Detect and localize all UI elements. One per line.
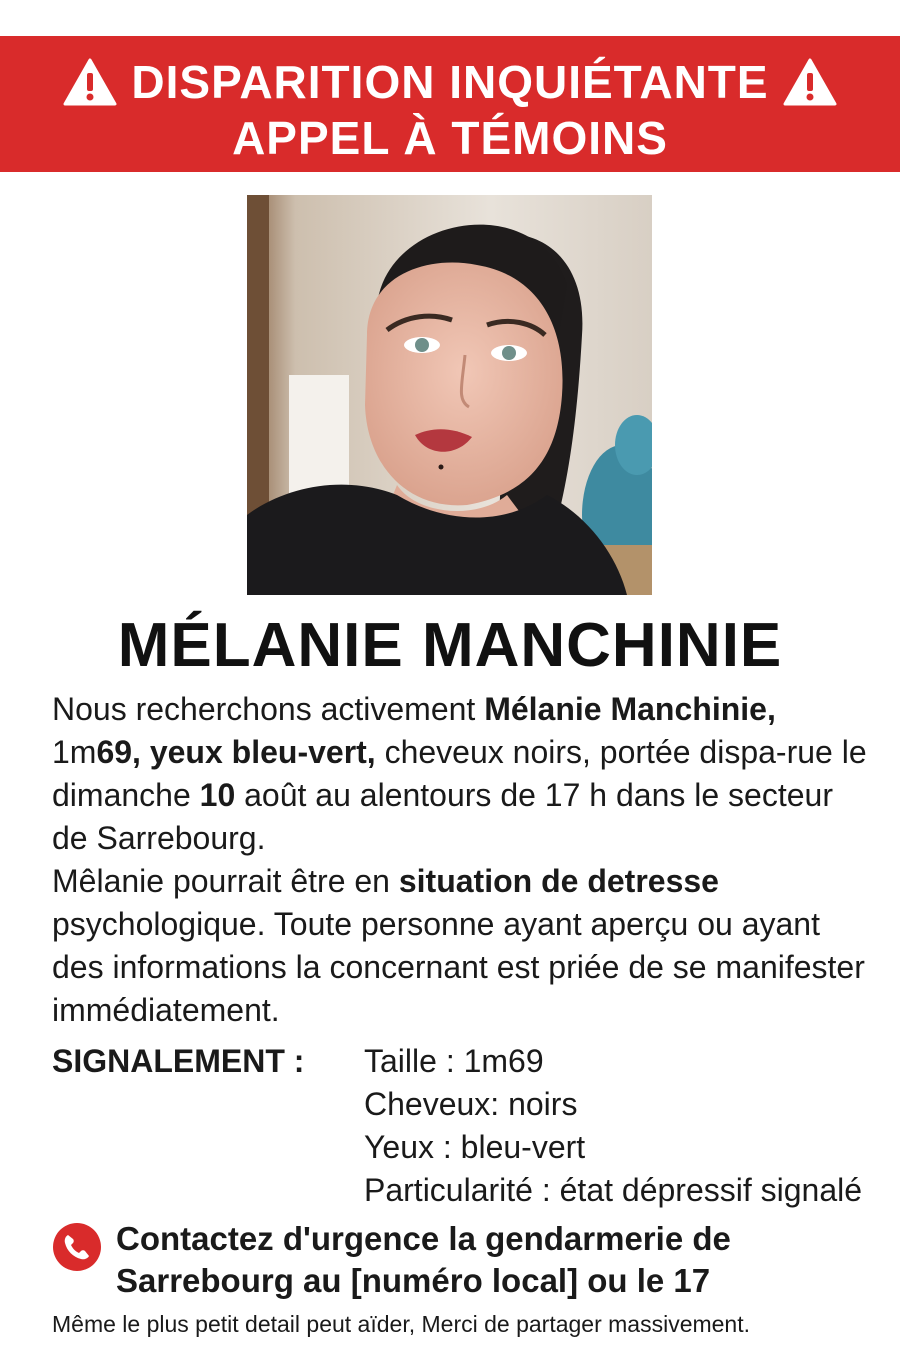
- signalement-list: [364, 1040, 862, 1212]
- banner-subtitle: APPEL À TÉMOINS: [232, 112, 668, 164]
- contact-line-2: Sarrebourg au [numéro local] ou le 17: [116, 1262, 711, 1299]
- warning-triangle-icon: [783, 57, 837, 107]
- contact-line-1: Contactez d'urgence la gendarmerie de: [116, 1220, 731, 1257]
- signalement-row: Yeux : bleu-vert: [364, 1129, 586, 1165]
- signalement-row: Taille : 1m69: [364, 1043, 544, 1079]
- banner-line-2: [0, 112, 900, 164]
- phone-icon: [52, 1222, 102, 1272]
- warning-triangle-icon: [63, 57, 117, 107]
- signalement-row: Particularité : état dépressif signalé: [364, 1172, 863, 1208]
- banner-line-1: [0, 56, 900, 108]
- footer-note: Même le plus petit detail peut aïder, Merci de partager massivement.: [52, 1311, 751, 1337]
- signalement-row: Cheveux: noirs: [364, 1086, 578, 1122]
- portrait-image: [247, 195, 652, 595]
- description: [52, 688, 872, 1032]
- description-paragraph-2: Mêlanie pourrait être en situation de detresse psychologique. Toute personne ayant aperçu ou ayant des informations la concernant est priée de se manifester immédiatement.: [52, 863, 865, 1028]
- description-paragraph-1: Nous recherchons activement Mélanie Manchinie, 1m69, yeux bleu-vert, cheveux noirs, portée dispa-rue le dimanche 10 août au alentours de 17 h dans le secteur de Sarrebourg.: [52, 691, 867, 856]
- person-name: MÉLANIE MANCHINIE: [117, 611, 783, 680]
- portrait-photo: [247, 195, 652, 595]
- banner-title: DISPARITION INQUIÉTANTE: [131, 56, 769, 108]
- alert-banner: [0, 36, 900, 172]
- signalement-label: SIGNALEMENT :: [52, 1043, 305, 1079]
- contact-text: [116, 1218, 876, 1302]
